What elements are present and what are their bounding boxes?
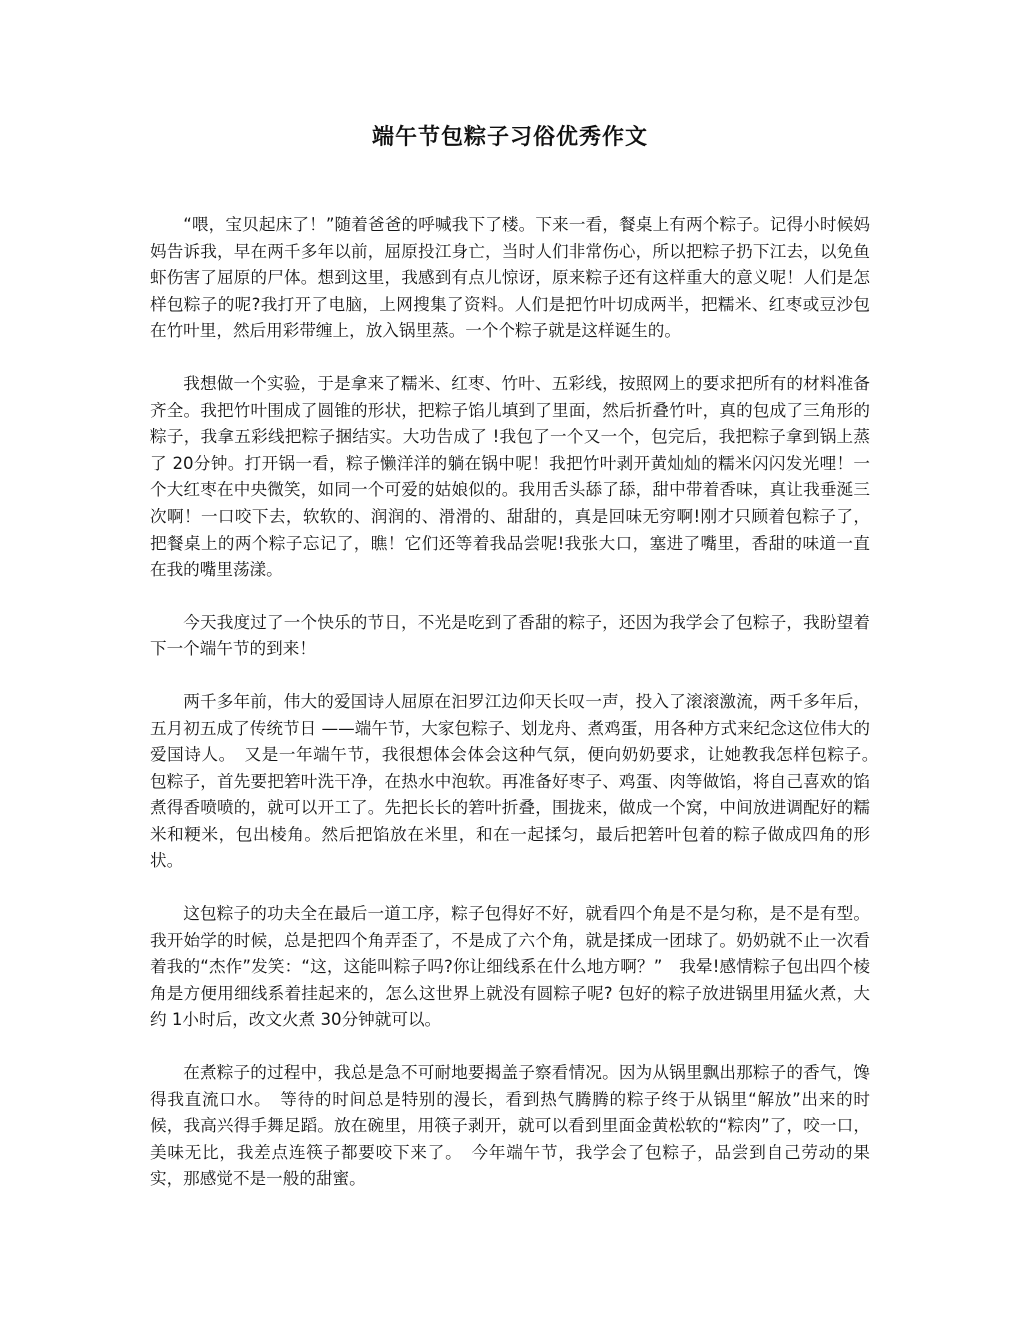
paragraph-6: 在煮粽子的过程中，我总是急不可耐地要揭盖子察看情况。因为从锅里飘出那粽子的香气，馋得我直流口水。 等待的时间总是特别的漫长，看到热气腾腾的粽子终于从锅里“解放”出来的时候，我高兴得手舞足蹈。放在碗里，用筷子剥开，就可以看到里面金黄松软的“粽肉”了，咬一口，美味无比，我差点连筷子都要咬下来了。 今年端午节，我学会了包粽子，品尝到自己劳动的果实，那感觉不是一般的甜蜜。 xyxy=(150,1063,870,1189)
paragraph-4: 两千多年前，伟大的爱国诗人屈原在汩罗江边仰天长叹一声，投入了滚滚激流，两千多年后，五月初五成了传统节日 ——端午节，大家包粽子、划龙舟、煮鸡蛋，用各种方式来纪念这位伟大的爱国诗人。 又是一年端午节，我很想体会体会这种气氛，便向奶奶要求，让她教我怎样包粽子。 包粽子，首先要把箬叶洗干净，在热水中泡软。再准备好枣子、鸡蛋、肉等做馅，将自己喜欢的馅煮得香喷喷的，就可以开工了。先把长长的箬叶折叠，围拢来，做成一个窝，中间放进调配好的糯米和粳米，包出棱角。然后把馅放在米里，和在一起揉匀，最后把箬叶包着的粽子做成四角的形状。 xyxy=(150,691,887,871)
paragraph-2: 我想做一个实验，于是拿来了糯米、红枣、竹叶、五彩线，按照网上的要求把所有的材料准备齐全。我把竹叶围成了圆锥的形状，把粽子馅儿填到了里面，然后折叠竹叶，真的包成了三角形的粽子，我拿五彩线把粽子捆结实。大功告成了 !我包了一个又一个，包完后，我把粽子拿到锅上蒸了 20分钟。打开锅一看，粽子懒洋洋的躺在锅中呢！我把竹叶剥开黄灿灿的糯米闪闪发光哩！一个大红枣在中央微笑，如同一个可爱的姑娘似的。我用舌头舔了舔，甜中带着香味，真让我垂涎三次啊！一口咬下去，软软的、润润的、滑滑的、甜甜的，真是回味无穷啊!刚才只顾着包粽子了，把餐桌上的两个粽子忘记了，瞧！它们还等着我品尝呢!我张大口，塞进了嘴里，香甜的味道一直在我的嘴里荡漾。 xyxy=(150,373,870,580)
paragraph-1: “喂，宝贝起床了！”随着爸爸的呼喊我下了楼。下来一看，餐桌上有两个粽子。记得小时候妈妈告诉我，早在两千多年以前，屈原投江身亡，当时人们非常伤心，所以把粽子扔下江去，以免鱼虾伤害了屈原的尸体。想到这里，我感到有点儿惊讶，原来粽子还有这样重大的意义呢！人们是怎样包粽子的呢?我打开了电脑，上网搜集了资料。人们是把竹叶切成两半，把糯米、红枣或豆沙包在竹叶里，然后用彩带缠上，放入锅里蒸。一个个粽子就是这样诞生的。 xyxy=(150,215,870,341)
paragraph-5: 这包粽子的功夫全在最后一道工序，粽子包得好不好，就看四个角是不是匀称，是不是有型。我开始学的时候，总是把四个角弄歪了，不是成了六个角，就是揉成一团球了。奶奶就不止一次看着我的“杰作”发笑：“这，这能叫粽子吗?你让细线系在什么地方啊？” 我晕!感情粽子包出四个棱角是方便用细线系着挂起来的，怎么这世界上就没有圆粽子呢? 包好的粽子放进锅里用猛火煮，大约 1小时后，改文火煮 30分钟就可以。 xyxy=(150,904,870,1030)
document-title: 端午节包粽子习俗优秀作文 xyxy=(371,124,648,150)
document-body xyxy=(150,212,887,1219)
paragraph-3: 今天我度过了一个快乐的节日，不光是吃到了香甜的粽子，还因为我学会了包粽子，我盼望着下一个端午节的到来！ xyxy=(150,612,870,659)
